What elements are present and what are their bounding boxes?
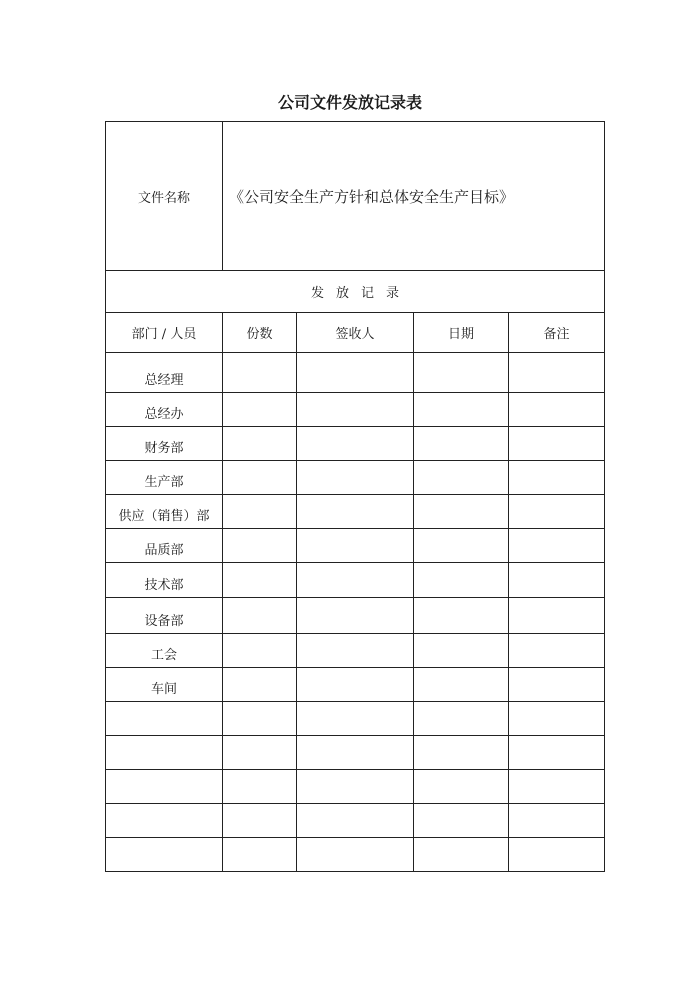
date-cell	[414, 838, 509, 872]
signer-cell	[297, 838, 414, 872]
department-cell	[106, 770, 223, 804]
column-header-row	[106, 313, 605, 353]
col-header-copies: 份数	[223, 313, 297, 353]
distribution-record-table	[105, 121, 605, 872]
department-cell	[106, 736, 223, 770]
copies-cell	[223, 634, 297, 668]
remarks-cell	[509, 563, 605, 598]
department-cell	[106, 702, 223, 736]
doc-name-value: 《公司安全生产方针和总体安全生产目标》	[223, 122, 605, 271]
col-header-signer: 签收人	[297, 313, 414, 353]
signer-cell	[297, 668, 414, 702]
copies-cell	[223, 804, 297, 838]
col-header-department: 部门 / 人员	[106, 313, 223, 353]
copies-cell	[223, 668, 297, 702]
table-row	[106, 427, 605, 461]
signer-cell	[297, 461, 414, 495]
signer-cell	[297, 529, 414, 563]
department-cell: 财务部	[106, 427, 223, 461]
remarks-cell	[509, 668, 605, 702]
table-row	[106, 804, 605, 838]
section-title: 发放记录	[106, 271, 605, 313]
department-cell: 工会	[106, 634, 223, 668]
remarks-cell	[509, 495, 605, 529]
signer-cell	[297, 770, 414, 804]
table-row	[106, 563, 605, 598]
table-row	[106, 598, 605, 634]
doc-name-row	[106, 122, 605, 271]
remarks-cell	[509, 393, 605, 427]
date-cell	[414, 529, 509, 563]
copies-cell	[223, 393, 297, 427]
date-cell	[414, 563, 509, 598]
date-cell	[414, 461, 509, 495]
department-cell	[106, 804, 223, 838]
copies-cell	[223, 563, 297, 598]
remarks-cell	[509, 461, 605, 495]
remarks-cell	[509, 529, 605, 563]
copies-cell	[223, 529, 297, 563]
signer-cell	[297, 736, 414, 770]
copies-cell	[223, 495, 297, 529]
table-row	[106, 461, 605, 495]
remarks-cell	[509, 804, 605, 838]
date-cell	[414, 804, 509, 838]
date-cell	[414, 427, 509, 461]
date-cell	[414, 634, 509, 668]
signer-cell	[297, 804, 414, 838]
signer-cell	[297, 598, 414, 634]
date-cell	[414, 353, 509, 393]
date-cell	[414, 736, 509, 770]
signer-cell	[297, 702, 414, 736]
signer-cell	[297, 353, 414, 393]
copies-cell	[223, 770, 297, 804]
table-row	[106, 838, 605, 872]
date-cell	[414, 770, 509, 804]
copies-cell	[223, 461, 297, 495]
table-row	[106, 702, 605, 736]
section-header-row	[106, 271, 605, 313]
copies-cell	[223, 598, 297, 634]
table-row	[106, 668, 605, 702]
table-row	[106, 495, 605, 529]
remarks-cell	[509, 702, 605, 736]
doc-name-label: 文件名称	[106, 122, 223, 271]
date-cell	[414, 495, 509, 529]
remarks-cell	[509, 736, 605, 770]
signer-cell	[297, 393, 414, 427]
date-cell	[414, 668, 509, 702]
table-row	[106, 353, 605, 393]
remarks-cell	[509, 598, 605, 634]
form-title: 公司文件发放记录表	[277, 93, 422, 112]
department-cell	[106, 838, 223, 872]
col-header-remarks: 备注	[509, 313, 605, 353]
department-cell: 总经办	[106, 393, 223, 427]
copies-cell	[223, 427, 297, 461]
date-cell	[414, 598, 509, 634]
signer-cell	[297, 495, 414, 529]
table-row	[106, 736, 605, 770]
remarks-cell	[509, 838, 605, 872]
department-cell: 供应（销售）部	[106, 495, 223, 529]
table-row	[106, 393, 605, 427]
date-cell	[414, 702, 509, 736]
table-row	[106, 634, 605, 668]
table-row	[106, 770, 605, 804]
copies-cell	[223, 736, 297, 770]
date-cell	[414, 393, 509, 427]
col-header-date: 日期	[414, 313, 509, 353]
copies-cell	[223, 702, 297, 736]
department-cell: 车间	[106, 668, 223, 702]
remarks-cell	[509, 353, 605, 393]
department-cell: 品质部	[106, 529, 223, 563]
remarks-cell	[509, 634, 605, 668]
signer-cell	[297, 563, 414, 598]
table-row	[106, 529, 605, 563]
copies-cell	[223, 353, 297, 393]
remarks-cell	[509, 427, 605, 461]
department-cell: 总经理	[106, 353, 223, 393]
signer-cell	[297, 634, 414, 668]
department-cell: 设备部	[106, 598, 223, 634]
department-cell: 生产部	[106, 461, 223, 495]
remarks-cell	[509, 770, 605, 804]
department-cell: 技术部	[106, 563, 223, 598]
signer-cell	[297, 427, 414, 461]
copies-cell	[223, 838, 297, 872]
